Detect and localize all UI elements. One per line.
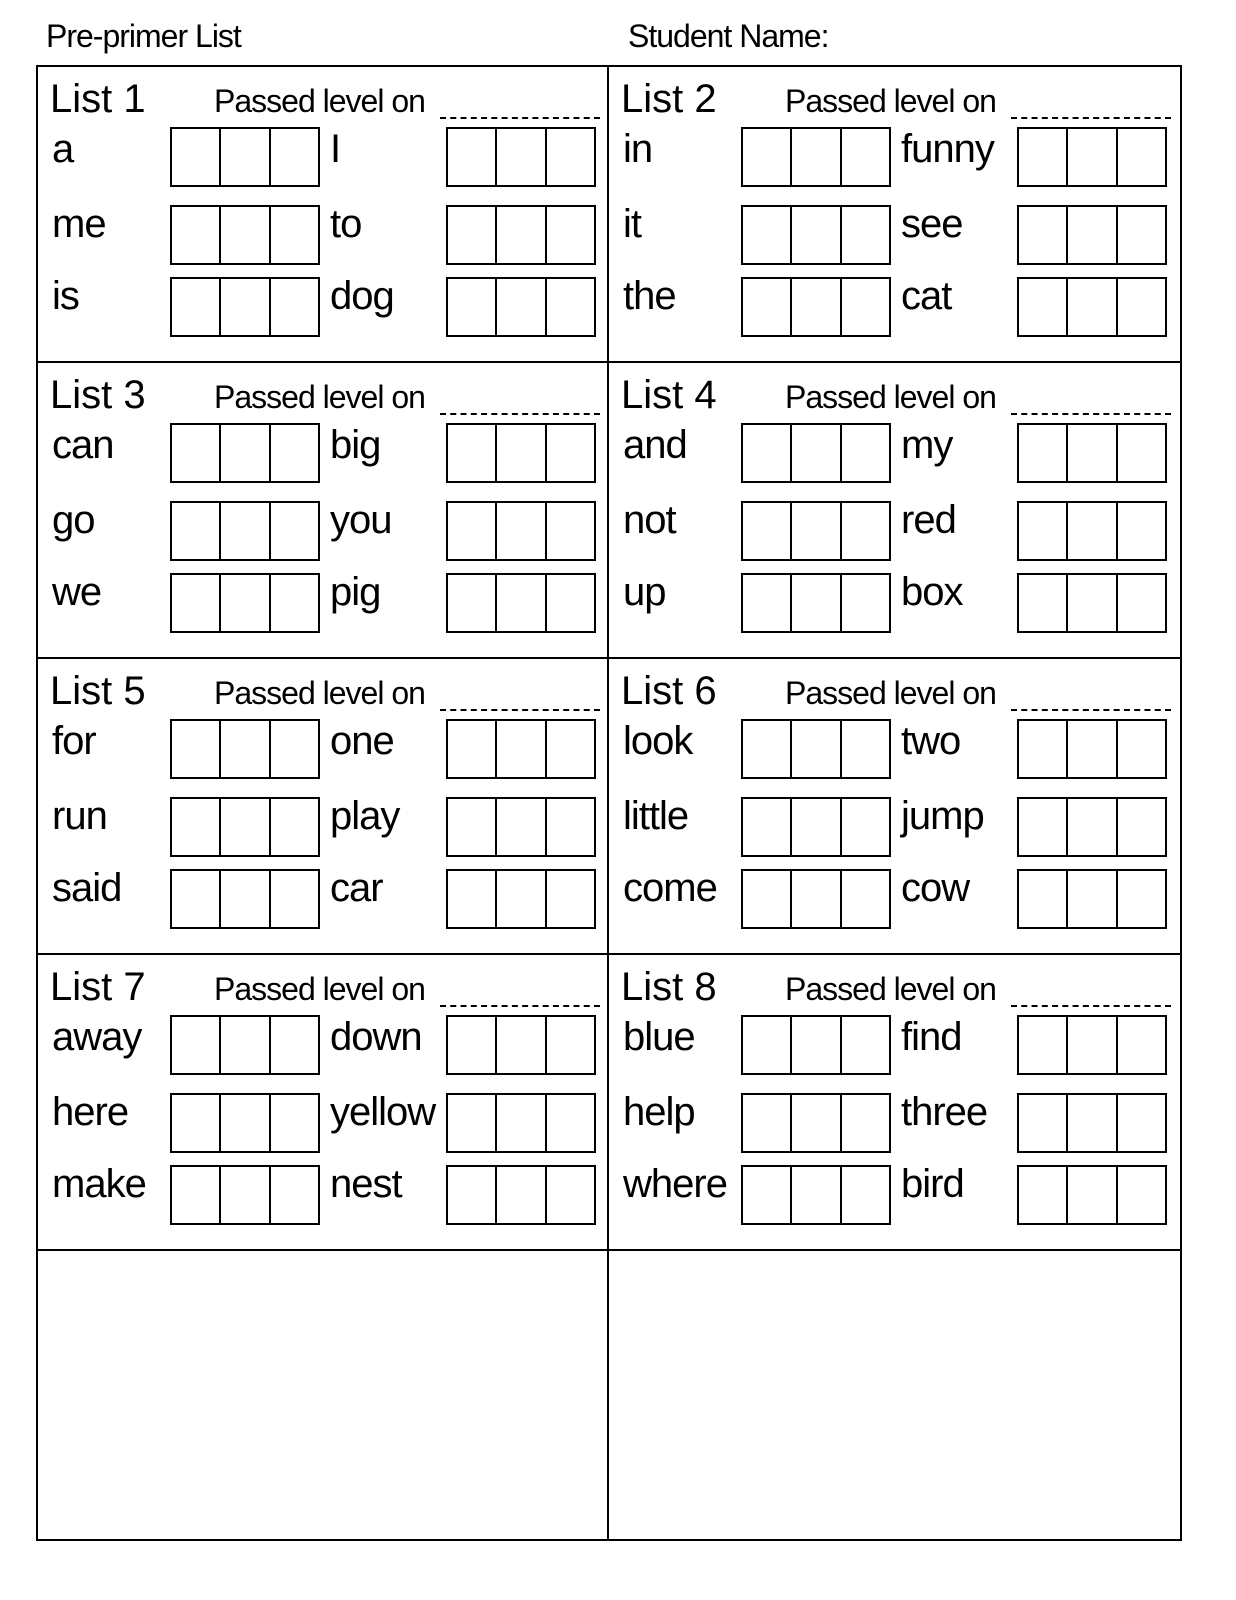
tally-box[interactable] <box>1066 799 1115 855</box>
tally-box[interactable] <box>545 207 594 263</box>
tally-box[interactable] <box>269 503 318 559</box>
tally-box[interactable] <box>1116 799 1165 855</box>
empty-cell <box>38 1251 609 1539</box>
tally-boxes <box>1017 423 1167 483</box>
tally-box[interactable] <box>1019 129 1066 185</box>
sight-word: box <box>901 570 963 614</box>
list-title: List 6 <box>621 669 717 713</box>
tally-box[interactable] <box>1116 721 1165 777</box>
tally-box[interactable] <box>790 799 839 855</box>
tally-box[interactable] <box>545 503 594 559</box>
tally-box[interactable] <box>172 1095 219 1151</box>
tally-box[interactable] <box>790 425 839 481</box>
sight-word: down <box>330 1015 422 1059</box>
sight-word: come <box>623 866 717 910</box>
tally-box[interactable] <box>840 425 889 481</box>
tally-box[interactable] <box>743 207 790 263</box>
tally-box[interactable] <box>448 871 495 927</box>
sight-word: cat <box>901 274 952 318</box>
tally-box[interactable] <box>1066 207 1115 263</box>
tally-boxes <box>741 127 891 187</box>
sight-word: blue <box>623 1015 695 1059</box>
tally-box[interactable] <box>269 721 318 777</box>
tally-box[interactable] <box>172 1017 219 1073</box>
tally-box[interactable] <box>172 871 219 927</box>
tally-box[interactable] <box>840 279 889 335</box>
sight-word: cow <box>901 866 970 910</box>
tally-box[interactable] <box>840 871 889 927</box>
tally-box[interactable] <box>545 575 594 631</box>
tally-box[interactable] <box>840 1095 889 1151</box>
sight-word: can <box>52 423 114 467</box>
passed-level-label: Passed level on <box>214 83 425 119</box>
tally-box[interactable] <box>219 1017 268 1073</box>
tally-box[interactable] <box>495 279 544 335</box>
tally-box[interactable] <box>1116 575 1165 631</box>
tally-box[interactable] <box>1066 1167 1115 1223</box>
tally-box[interactable] <box>172 129 219 185</box>
list-cell-8 <box>609 955 1180 1251</box>
tally-boxes <box>1017 127 1167 187</box>
tally-box[interactable] <box>1116 1017 1165 1073</box>
tally-box[interactable] <box>269 129 318 185</box>
tally-box[interactable] <box>743 279 790 335</box>
tally-boxes <box>170 1165 320 1225</box>
tally-boxes <box>741 573 891 633</box>
tally-box[interactable] <box>840 207 889 263</box>
tally-box[interactable] <box>269 1167 318 1223</box>
tally-box[interactable] <box>743 129 790 185</box>
tally-boxes <box>446 869 596 929</box>
tally-box[interactable] <box>1019 871 1066 927</box>
tally-box[interactable] <box>545 1095 594 1151</box>
list-cell-2 <box>609 67 1180 363</box>
tally-box[interactable] <box>172 425 219 481</box>
sight-word: two <box>901 719 961 763</box>
tally-boxes <box>446 1015 596 1075</box>
sight-word: make <box>52 1162 146 1206</box>
tally-boxes <box>446 1165 596 1225</box>
tally-box[interactable] <box>495 503 544 559</box>
sight-word: to <box>330 202 362 246</box>
tally-box[interactable] <box>495 799 544 855</box>
tally-box[interactable] <box>219 1095 268 1151</box>
tally-boxes <box>1017 205 1167 265</box>
sight-word: look <box>623 719 693 763</box>
tally-box[interactable] <box>545 1167 594 1223</box>
tally-box[interactable] <box>545 871 594 927</box>
sight-word: car <box>330 866 383 910</box>
word-list-grid <box>36 65 1182 1541</box>
tally-box[interactable] <box>495 721 544 777</box>
sight-word: where <box>623 1162 727 1206</box>
tally-box[interactable] <box>1066 575 1115 631</box>
sight-word: one <box>330 719 394 763</box>
tally-box[interactable] <box>172 799 219 855</box>
tally-boxes <box>741 277 891 337</box>
tally-boxes <box>741 205 891 265</box>
tally-box[interactable] <box>1116 425 1165 481</box>
tally-box[interactable] <box>1066 1095 1115 1151</box>
passed-level-label: Passed level on <box>214 971 425 1007</box>
tally-boxes <box>446 423 596 483</box>
tally-boxes <box>446 205 596 265</box>
tally-box[interactable] <box>1066 129 1115 185</box>
tally-box[interactable] <box>1019 503 1066 559</box>
sight-word: it <box>623 202 641 246</box>
list-cell-4 <box>609 363 1180 659</box>
tally-box[interactable] <box>172 503 219 559</box>
list-cell-3 <box>38 363 609 659</box>
tally-box[interactable] <box>495 871 544 927</box>
sight-word: go <box>52 498 95 542</box>
tally-box[interactable] <box>448 129 495 185</box>
tally-boxes <box>1017 797 1167 857</box>
sight-word: help <box>623 1090 695 1134</box>
tally-boxes <box>741 1165 891 1225</box>
list-cell-1 <box>38 67 609 363</box>
sight-word: nest <box>330 1162 402 1206</box>
tally-box[interactable] <box>1019 279 1066 335</box>
tally-box[interactable] <box>448 575 495 631</box>
tally-box[interactable] <box>840 129 889 185</box>
tally-box[interactable] <box>1116 871 1165 927</box>
tally-boxes <box>170 869 320 929</box>
tally-box[interactable] <box>448 425 495 481</box>
list-title: List 3 <box>50 373 146 417</box>
tally-box[interactable] <box>219 575 268 631</box>
tally-boxes <box>1017 1015 1167 1075</box>
student-name-label: Student Name: <box>628 18 829 54</box>
tally-box[interactable] <box>219 503 268 559</box>
tally-box[interactable] <box>269 279 318 335</box>
tally-box[interactable] <box>1116 503 1165 559</box>
tally-boxes <box>170 423 320 483</box>
tally-boxes <box>741 501 891 561</box>
list-cell-5 <box>38 659 609 955</box>
tally-box[interactable] <box>495 575 544 631</box>
tally-box[interactable] <box>840 575 889 631</box>
tally-box[interactable] <box>219 279 268 335</box>
list-cell-6 <box>609 659 1180 955</box>
tally-boxes <box>446 1093 596 1153</box>
sight-word: run <box>52 794 107 838</box>
worksheet-title: Pre-primer List <box>46 18 241 54</box>
tally-box[interactable] <box>545 799 594 855</box>
tally-box[interactable] <box>219 425 268 481</box>
tally-box[interactable] <box>1019 425 1066 481</box>
tally-boxes <box>741 1015 891 1075</box>
tally-boxes <box>1017 573 1167 633</box>
sight-word: my <box>901 423 953 467</box>
sight-word: you <box>330 498 392 542</box>
passed-date-blank[interactable] <box>440 1005 600 1007</box>
sight-word: bird <box>901 1162 964 1206</box>
tally-boxes <box>170 719 320 779</box>
tally-box[interactable] <box>1019 799 1066 855</box>
list-title: List 8 <box>621 965 717 1009</box>
tally-box[interactable] <box>269 871 318 927</box>
tally-box[interactable] <box>219 799 268 855</box>
sight-word: in <box>623 127 653 171</box>
tally-box[interactable] <box>219 207 268 263</box>
tally-box[interactable] <box>790 279 839 335</box>
tally-box[interactable] <box>495 1167 544 1223</box>
tally-box[interactable] <box>1019 721 1066 777</box>
sight-word: dog <box>330 274 394 318</box>
tally-box[interactable] <box>545 425 594 481</box>
tally-boxes <box>170 205 320 265</box>
tally-boxes <box>741 797 891 857</box>
tally-box[interactable] <box>1066 1017 1115 1073</box>
tally-box[interactable] <box>743 1167 790 1223</box>
sight-word: the <box>623 274 676 318</box>
tally-box[interactable] <box>269 799 318 855</box>
tally-boxes <box>446 797 596 857</box>
list-title: List 7 <box>50 965 146 1009</box>
tally-box[interactable] <box>219 1167 268 1223</box>
sight-word: red <box>901 498 956 542</box>
tally-box[interactable] <box>743 1017 790 1073</box>
tally-box[interactable] <box>448 721 495 777</box>
tally-box[interactable] <box>495 1095 544 1151</box>
passed-date-blank[interactable] <box>440 117 600 119</box>
sight-word: and <box>623 423 687 467</box>
tally-boxes <box>446 501 596 561</box>
passed-date-blank[interactable] <box>1011 117 1171 119</box>
tally-box[interactable] <box>790 871 839 927</box>
tally-box[interactable] <box>448 799 495 855</box>
tally-box[interactable] <box>448 1017 495 1073</box>
sight-word: see <box>901 202 963 246</box>
tally-box[interactable] <box>1066 871 1115 927</box>
tally-box[interactable] <box>448 1167 495 1223</box>
tally-boxes <box>446 127 596 187</box>
tally-boxes <box>170 127 320 187</box>
sight-word: funny <box>901 127 994 171</box>
tally-box[interactable] <box>790 503 839 559</box>
tally-box[interactable] <box>840 1017 889 1073</box>
sight-word: big <box>330 423 381 467</box>
tally-box[interactable] <box>790 207 839 263</box>
tally-box[interactable] <box>1066 721 1115 777</box>
tally-box[interactable] <box>790 1167 839 1223</box>
tally-boxes <box>741 719 891 779</box>
tally-boxes <box>741 423 891 483</box>
sight-word: said <box>52 866 122 910</box>
tally-box[interactable] <box>790 575 839 631</box>
tally-box[interactable] <box>172 207 219 263</box>
sight-word: we <box>52 570 102 614</box>
tally-box[interactable] <box>840 1167 889 1223</box>
tally-box[interactable] <box>743 1095 790 1151</box>
tally-box[interactable] <box>269 1017 318 1073</box>
tally-box[interactable] <box>495 129 544 185</box>
tally-box[interactable] <box>1066 425 1115 481</box>
sight-word: little <box>623 794 689 838</box>
tally-box[interactable] <box>1019 575 1066 631</box>
sight-word: for <box>52 719 96 763</box>
tally-box[interactable] <box>448 279 495 335</box>
sight-word: here <box>52 1090 129 1134</box>
sight-word: three <box>901 1090 988 1134</box>
sight-word: is <box>52 274 79 318</box>
passed-level-label: Passed level on <box>785 971 996 1007</box>
list-title: List 1 <box>50 77 146 121</box>
tally-box[interactable] <box>448 207 495 263</box>
tally-box[interactable] <box>1019 1017 1066 1073</box>
tally-box[interactable] <box>743 799 790 855</box>
tally-box[interactable] <box>1116 1167 1165 1223</box>
tally-box[interactable] <box>840 503 889 559</box>
tally-box[interactable] <box>545 279 594 335</box>
tally-box[interactable] <box>269 575 318 631</box>
list-cell-7 <box>38 955 609 1251</box>
tally-box[interactable] <box>219 721 268 777</box>
tally-box[interactable] <box>1066 279 1115 335</box>
passed-date-blank[interactable] <box>440 709 600 711</box>
tally-box[interactable] <box>219 871 268 927</box>
list-title: List 4 <box>621 373 717 417</box>
tally-boxes <box>446 573 596 633</box>
tally-box[interactable] <box>1066 503 1115 559</box>
tally-boxes <box>446 719 596 779</box>
tally-boxes <box>170 1093 320 1153</box>
tally-box[interactable] <box>172 1167 219 1223</box>
sight-word: I <box>330 127 341 171</box>
tally-box[interactable] <box>269 1095 318 1151</box>
tally-box[interactable] <box>790 1095 839 1151</box>
tally-box[interactable] <box>1116 129 1165 185</box>
sight-word: not <box>623 498 676 542</box>
tally-box[interactable] <box>743 871 790 927</box>
tally-box[interactable] <box>1116 207 1165 263</box>
tally-boxes <box>1017 1093 1167 1153</box>
tally-box[interactable] <box>1019 1167 1066 1223</box>
tally-box[interactable] <box>545 129 594 185</box>
empty-cell <box>609 1251 1180 1539</box>
tally-boxes <box>1017 1165 1167 1225</box>
tally-box[interactable] <box>495 1017 544 1073</box>
tally-box[interactable] <box>172 575 219 631</box>
tally-box[interactable] <box>1019 207 1066 263</box>
passed-date-blank[interactable] <box>1011 413 1171 415</box>
passed-date-blank[interactable] <box>1011 1005 1171 1007</box>
tally-box[interactable] <box>790 1017 839 1073</box>
tally-boxes <box>446 277 596 337</box>
tally-box[interactable] <box>219 129 268 185</box>
tally-boxes <box>1017 869 1167 929</box>
sight-word: play <box>330 794 400 838</box>
list-title: List 2 <box>621 77 717 121</box>
sight-word: me <box>52 202 106 246</box>
tally-box[interactable] <box>269 207 318 263</box>
passed-level-label: Passed level on <box>214 379 425 415</box>
tally-box[interactable] <box>790 129 839 185</box>
sight-word: jump <box>901 794 984 838</box>
tally-box[interactable] <box>743 425 790 481</box>
passed-date-blank[interactable] <box>440 413 600 415</box>
tally-box[interactable] <box>495 425 544 481</box>
tally-box[interactable] <box>790 721 839 777</box>
sight-word: yellow <box>330 1090 436 1134</box>
tally-box[interactable] <box>1116 1095 1165 1151</box>
tally-boxes <box>170 277 320 337</box>
tally-box[interactable] <box>269 425 318 481</box>
sight-word: up <box>623 570 666 614</box>
sight-word: pig <box>330 570 381 614</box>
passed-level-label: Passed level on <box>785 379 996 415</box>
tally-boxes <box>1017 501 1167 561</box>
tally-box[interactable] <box>840 799 889 855</box>
tally-boxes <box>1017 277 1167 337</box>
tally-box[interactable] <box>172 721 219 777</box>
passed-level-label: Passed level on <box>785 83 996 119</box>
tally-boxes <box>170 797 320 857</box>
tally-boxes <box>1017 719 1167 779</box>
tally-boxes <box>170 501 320 561</box>
tally-box[interactable] <box>448 1095 495 1151</box>
sight-word: find <box>901 1015 962 1059</box>
tally-box[interactable] <box>743 575 790 631</box>
sight-word: a <box>52 127 74 171</box>
tally-box[interactable] <box>172 279 219 335</box>
list-title: List 5 <box>50 669 146 713</box>
tally-boxes <box>741 869 891 929</box>
tally-box[interactable] <box>1019 1095 1066 1151</box>
sight-word: away <box>52 1015 142 1059</box>
tally-box[interactable] <box>1116 279 1165 335</box>
passed-level-label: Passed level on <box>214 675 425 711</box>
tally-box[interactable] <box>743 721 790 777</box>
passed-date-blank[interactable] <box>1011 709 1171 711</box>
tally-box[interactable] <box>840 721 889 777</box>
tally-box[interactable] <box>545 1017 594 1073</box>
tally-boxes <box>741 1093 891 1153</box>
tally-boxes <box>170 573 320 633</box>
tally-box[interactable] <box>545 721 594 777</box>
tally-boxes <box>170 1015 320 1075</box>
tally-box[interactable] <box>448 503 495 559</box>
passed-level-label: Passed level on <box>785 675 996 711</box>
tally-box[interactable] <box>495 207 544 263</box>
tally-box[interactable] <box>743 503 790 559</box>
